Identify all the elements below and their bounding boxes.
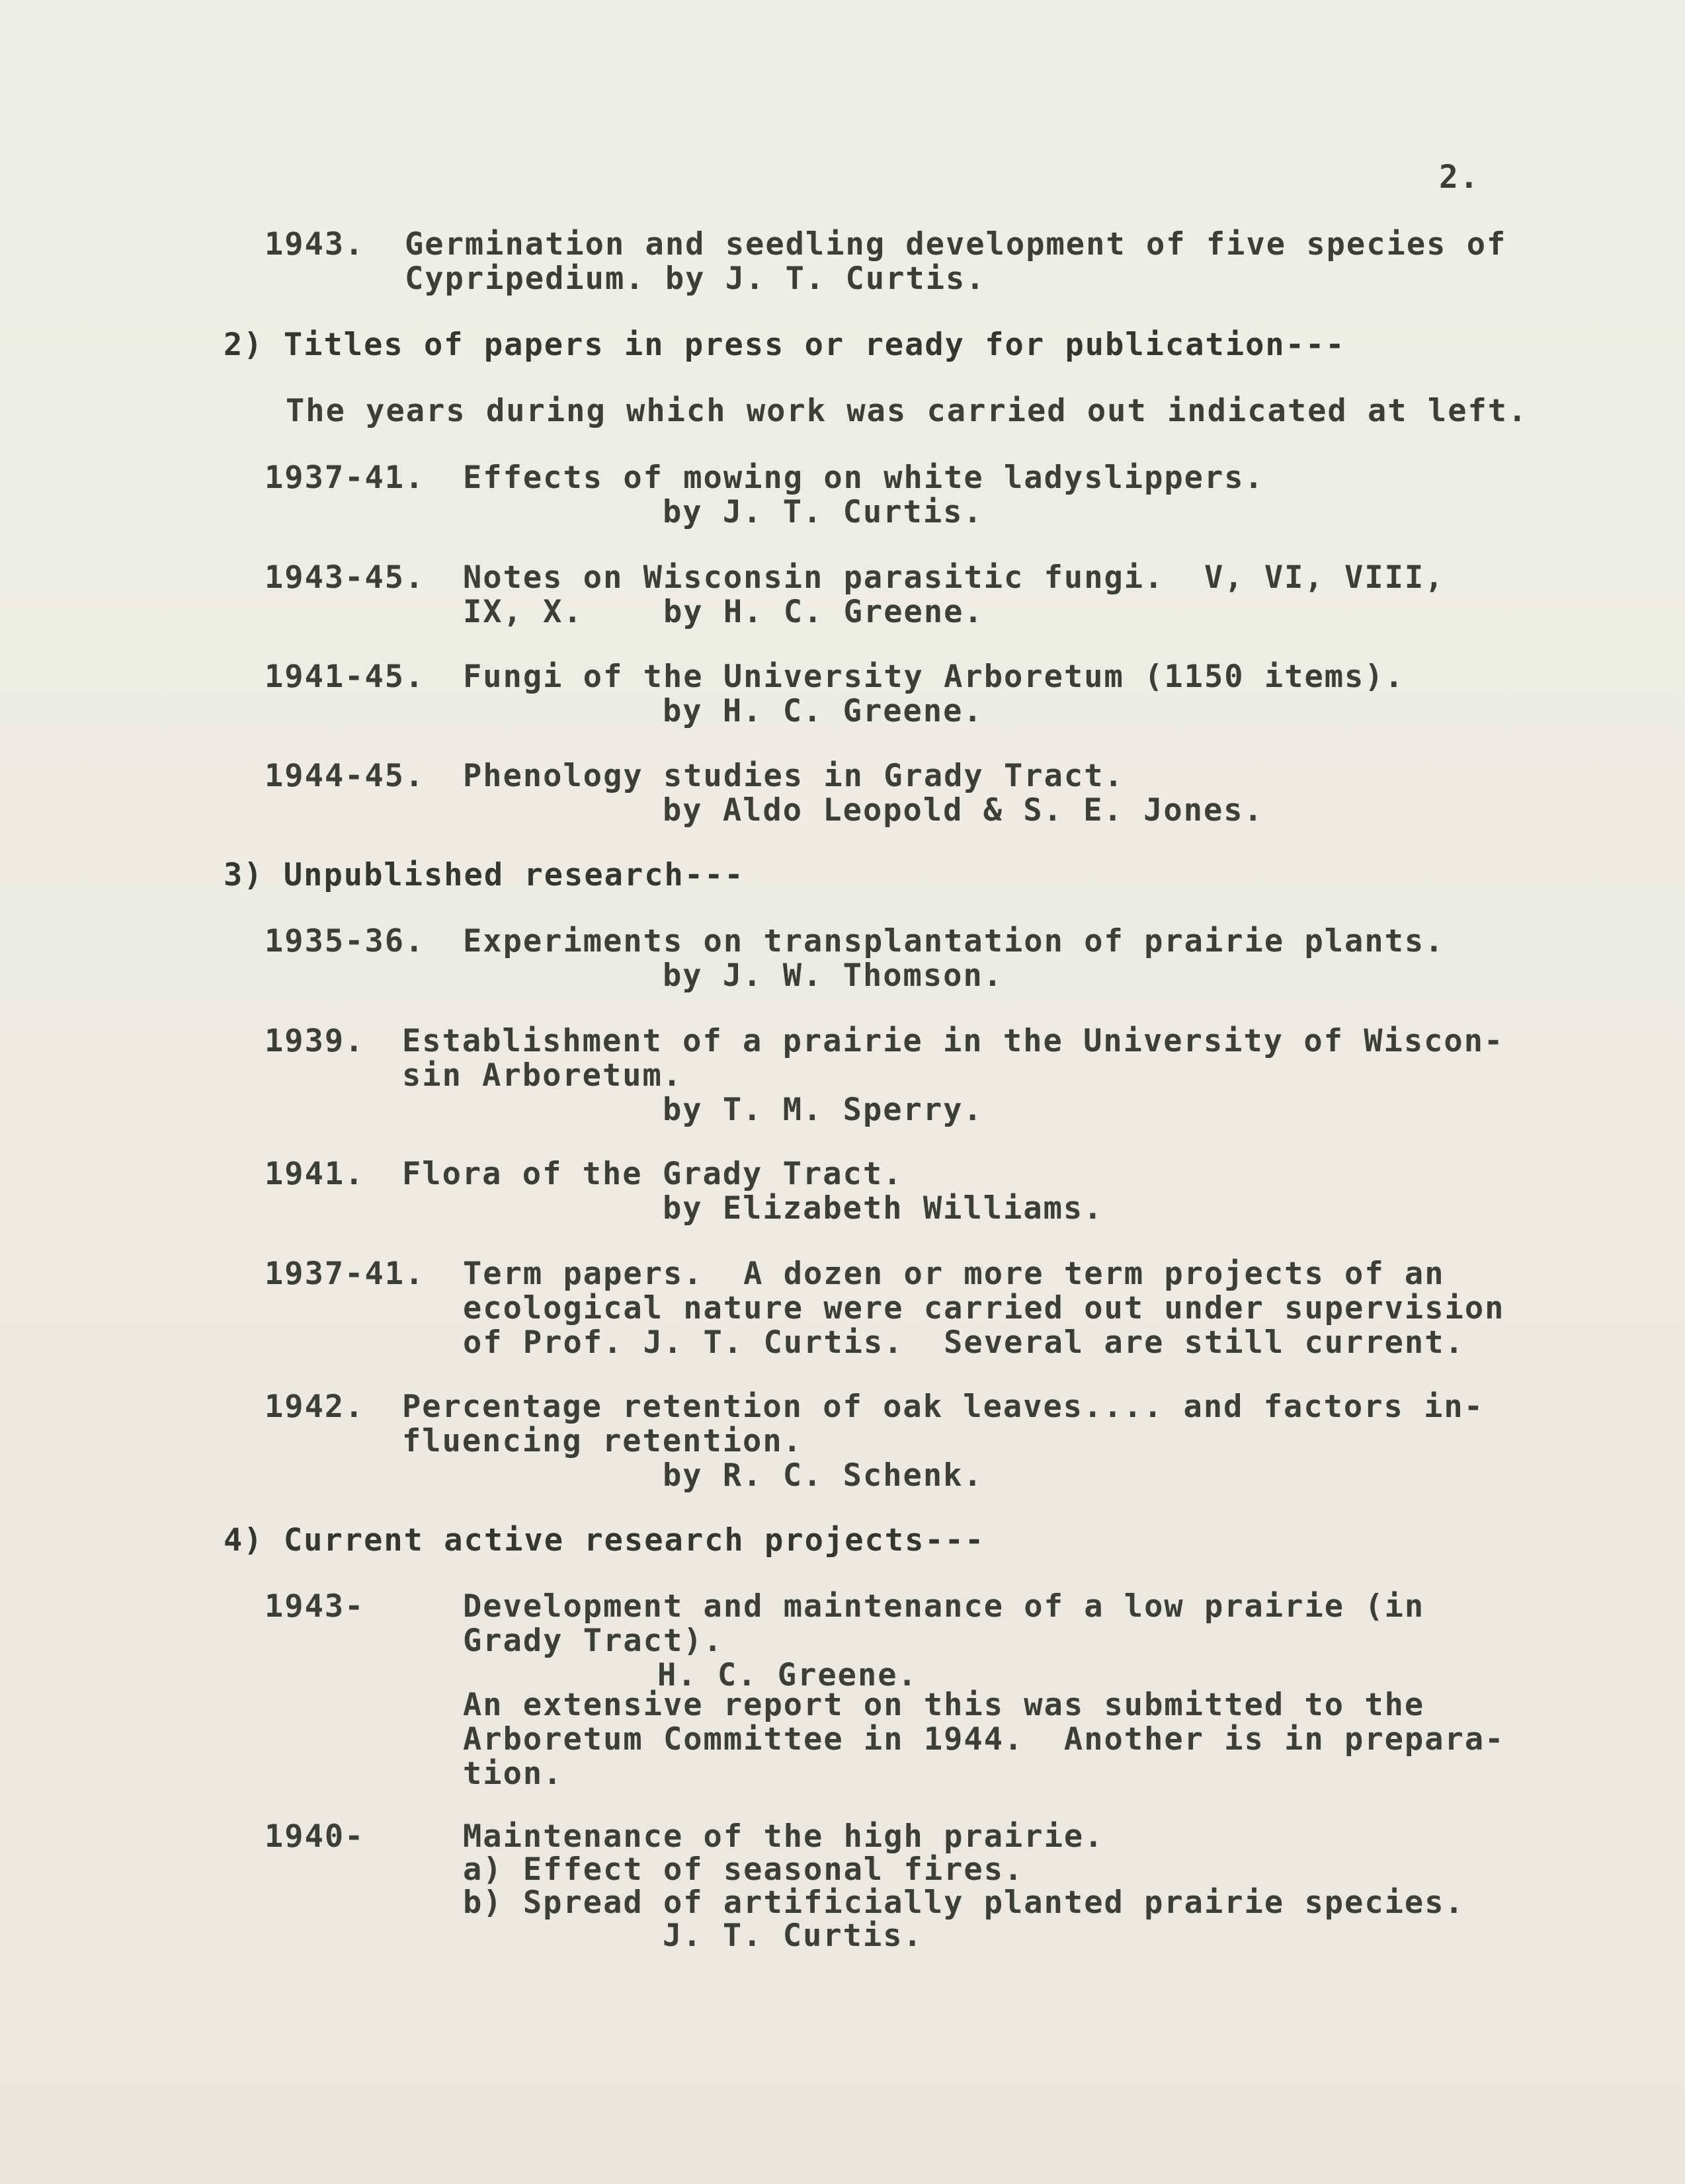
s3-item5-line2: fluencing retention. <box>402 1423 803 1459</box>
s4-item2-line1: Maintenance of the high prairie. <box>463 1818 1104 1855</box>
s3-item4-line3: of Prof. J. T. Curtis. Several are still current. <box>463 1324 1465 1361</box>
s4-item1-line2: Grady Tract). <box>463 1623 723 1659</box>
s3-item5-line3: by R. C. Schenk. <box>663 1457 983 1494</box>
section2-heading: 2) Titles of papers in press or ready for publication--- <box>224 327 1346 363</box>
s3-item4-year: 1937-41. <box>265 1256 425 1292</box>
s3-item2-line2: sin Arboretum. <box>402 1057 683 1094</box>
item-1943-line1: Germination and seedling development of five species of <box>405 226 1507 263</box>
s4-item1-line1: Development and maintenance of a low prairie (in <box>463 1588 1425 1625</box>
s4-item1-line6: tion. <box>463 1756 563 1792</box>
s4-item2-year: 1940- <box>265 1818 365 1855</box>
s2-item3-year: 1941-45. <box>265 659 425 695</box>
s3-item2-year: 1939. <box>265 1023 365 1059</box>
s3-item4-line2: ecological nature were carried out under supervision <box>463 1290 1505 1326</box>
s3-item3-line2: by Elizabeth Williams. <box>663 1190 1104 1227</box>
s3-item5-line1: Percentage retention of oak leaves.... and factors in- <box>402 1389 1485 1425</box>
s2-item4-line1: Phenology studies in Grady Tract. <box>463 758 1124 794</box>
s2-item4-line2: by Aldo Leopold & S. E. Jones. <box>663 792 1264 829</box>
s2-item4-year: 1944-45. <box>265 758 425 794</box>
s2-item3-line1: Fungi of the University Arboretum (1150 items). <box>463 659 1405 695</box>
s2-item2-line2: IX, X. by H. C. Greene. <box>463 594 984 630</box>
s3-item3-year: 1941. <box>265 1156 365 1192</box>
s3-item1-line1: Experiments on transplantation of prairie plants. <box>463 923 1445 959</box>
s3-item2-line1: Establishment of a prairie in the University of Wiscon- <box>402 1023 1504 1059</box>
s3-item1-year: 1935-36. <box>265 923 425 959</box>
page-number: 2. <box>1439 159 1480 196</box>
item-1943-line2: Cypripedium. by J. T. Curtis. <box>405 261 986 297</box>
s2-item1-line2: by J. T. Curtis. <box>663 494 983 530</box>
s3-item2-line3: by T. M. Sperry. <box>663 1092 983 1128</box>
s3-item3-line1: Flora of the Grady Tract. <box>402 1156 903 1192</box>
s2-item2-year: 1943-45. <box>265 559 425 596</box>
section4-heading: 4) Current active research projects--- <box>224 1522 985 1558</box>
s3-item1-line2: by J. W. Thomson. <box>663 957 1004 994</box>
s4-item2-line3: b) Spread of artificially planted prairie species. <box>463 1884 1465 1921</box>
section2-note: The years during which work was carried out indicated at left. <box>286 393 1528 429</box>
s4-item1-year: 1943- <box>265 1588 365 1625</box>
s4-item1-line4: An extensive report on this was submitted to the <box>463 1687 1425 1723</box>
section3-heading: 3) Unpublished research--- <box>224 857 745 893</box>
s2-item1-line1: Effects of mowing on white ladyslippers. <box>463 460 1264 496</box>
s4-item1-line3: H. C. Greene. <box>657 1657 918 1693</box>
item-1943-year: 1943. <box>265 226 365 263</box>
s4-item2-line4: J. T. Curtis. <box>663 1918 923 1954</box>
s4-item1-line5: Arboretum Committee in 1944. Another is in prepara- <box>463 1721 1505 1758</box>
s3-item5-year: 1942. <box>265 1389 365 1425</box>
s2-item3-line2: by H. C. Greene. <box>663 693 983 729</box>
s2-item2-line1: Notes on Wisconsin parasitic fungi. V, VI, VIII, <box>463 559 1445 596</box>
s2-item1-year: 1937-41. <box>265 460 425 496</box>
s4-item2-line2: a) Effect of seasonal fires. <box>463 1851 1024 1888</box>
s3-item4-line1: Term papers. A dozen or more term projects of an <box>463 1256 1445 1292</box>
